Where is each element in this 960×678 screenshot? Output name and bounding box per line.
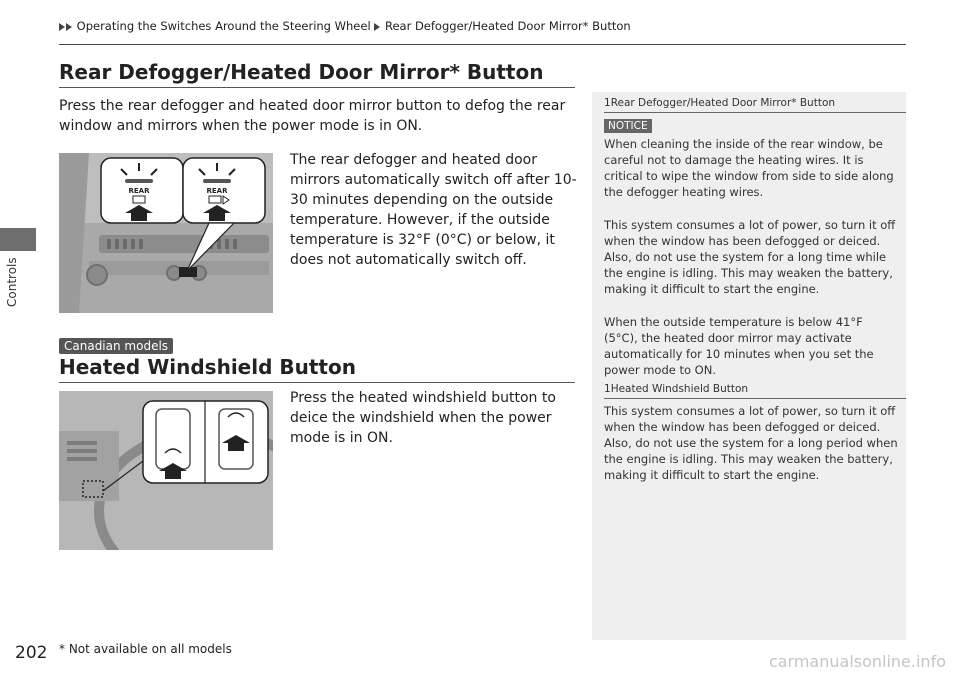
breadcrumb-arrow-icon: [59, 23, 65, 31]
sidebar-divider: [604, 398, 906, 399]
rear-button-label-left: REAR: [128, 187, 150, 195]
header-divider: [59, 44, 906, 45]
sidebar-mirror-text: When the outside temperature is below 41°F (5°C), the heated door mirror may activate automatically for 10 minutes when you set the power mode to ON.: [604, 315, 874, 377]
windshield-description: Press the heated windshield button to deice the windshield when the power mode is in ON.: [290, 390, 556, 446]
sidebar-divider: [604, 112, 906, 113]
heated-windshield-photo: [59, 391, 273, 550]
breadcrumb-item-defogger: Rear Defogger/Heated Door Mirror* Button: [384, 19, 631, 33]
footnote: * Not available on all models: [59, 642, 232, 656]
defogger-description: The rear defogger and heated door mirrors automatically switch off after 10-30 minutes depending on the outside temperature. However, if the outside temperature is 32°F (0°C) or below, it does not automatically switch off.: [290, 152, 577, 268]
dashboard-illustration: [59, 153, 273, 313]
rear-button-label-right: REAR: [206, 187, 228, 195]
breadcrumb-item-switches[interactable]: Operating the Switches Around the Steering Wheel: [76, 19, 371, 33]
notice-badge: NOTICE: [604, 119, 652, 133]
watermark: carmanualsonline.info: [768, 652, 946, 671]
sidebar-notice-text: When cleaning the inside of the rear window, be careful not to damage the heating wires. It is critical to wipe the window from side to side along the defogger heating wires.: [604, 137, 894, 199]
page-number: 202: [15, 643, 48, 663]
section-title-heated-windshield: Heated Windshield Button: [59, 355, 356, 379]
section-title-rear-defogger: Rear Defogger/Heated Door Mirror* Button: [59, 60, 544, 84]
steering-wheel-illustration: [59, 391, 273, 550]
breadcrumb-arrow-icon: [66, 23, 72, 31]
reference-icon: 1: [604, 383, 611, 395]
sidebar-windshield-text: This system consumes a lot of power, so turn it off when the window has been defogged or deiced. Also, do not use the system for a long period when the engine is idling. This may weaken the battery, making it difficult to start the engine.: [604, 404, 898, 482]
title-underline: [59, 382, 575, 383]
rear-defogger-photo: [59, 153, 273, 313]
sidebar-block-title-windshield: 1Heated Windshield Button: [604, 383, 749, 395]
breadcrumb: [59, 19, 631, 33]
sidebar-power-text: This system consumes a lot of power, so turn it off when the window has been defogged or deiced. Also, do not use the system for a long time while the engine is idling. This may weaken the battery, making it difficult to start the engine.: [604, 218, 896, 296]
title-underline: [59, 87, 575, 88]
breadcrumb-arrow-icon: [374, 23, 380, 31]
section-label: Controls: [5, 257, 19, 307]
canadian-models-badge: Canadian models: [59, 338, 173, 354]
reference-icon: 1: [604, 97, 611, 109]
sidebar-block-title-defogger: 1Rear Defogger/Heated Door Mirror* Button: [604, 97, 836, 109]
intro-paragraph: Press the rear defogger and heated door mirror button to defog the rear window and mirrors when the power mode is in ON.: [59, 98, 566, 134]
